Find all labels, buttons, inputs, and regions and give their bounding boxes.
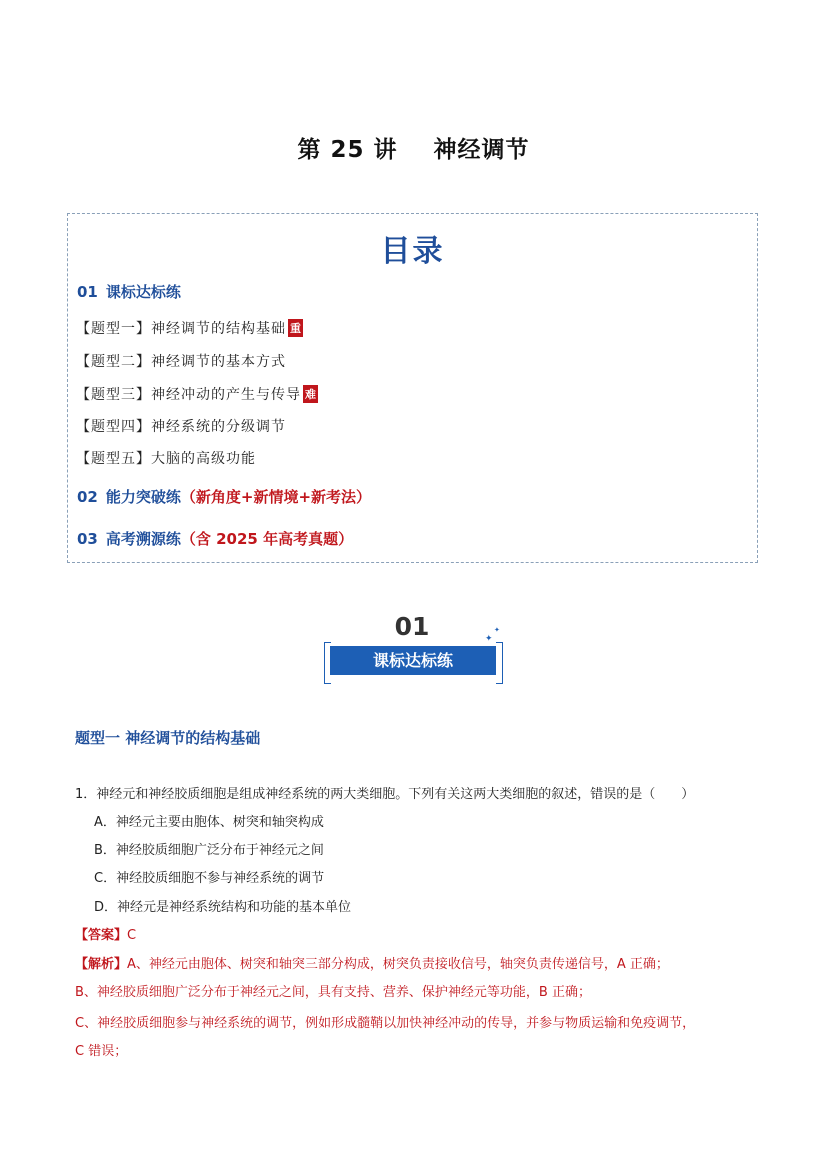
badge-number: 01	[394, 612, 430, 641]
toc-item-4[interactable]: 【题型四】神经系统的分级调节	[76, 419, 286, 435]
toc-section-03[interactable]: 03 高考溯源练（含 2025 年高考真题）	[77, 530, 354, 548]
toc-heading: 目录	[380, 234, 445, 269]
badge-frame-right	[496, 642, 503, 684]
sparkle-icon: ✦	[494, 626, 500, 634]
option-d[interactable]: D．神经元是神经系统结构和功能的基本单位	[94, 900, 352, 915]
page-title	[0, 131, 827, 164]
analysis-line-3: C、神经胶质细胞参与神经系统的调节，例如形成髓鞘以加快神经冲动的传导，并参与物质运输和免疫调节，	[75, 1016, 696, 1031]
analysis-line-4: C 错误；	[75, 1044, 128, 1059]
key-point-badge: 重	[288, 319, 303, 337]
toc-item-3[interactable]: 【题型三】神经冲动的产生与传导 难	[76, 387, 316, 403]
section-badge	[320, 612, 510, 684]
table-of-contents	[67, 213, 758, 563]
toc-item-1[interactable]: 【题型一】神经调节的结构基础 重	[76, 321, 301, 337]
answer-label: 【答案】	[75, 928, 128, 943]
analysis-line-1: 【解析】A、神经元由胞体、树突和轴突三部分构成，树突负责接收信号，轴突负责传递信号，A 正确；	[75, 957, 669, 972]
answer	[75, 924, 136, 943]
option-c[interactable]: C．神经胶质细胞不参与神经系统的调节	[94, 871, 325, 886]
difficult-badge: 难	[303, 385, 318, 403]
toc-item-5[interactable]: 【题型五】大脑的高级功能	[76, 451, 256, 467]
question-type-title: 题型一 神经调节的结构基础	[75, 729, 261, 747]
analysis-label: 【解析】	[75, 957, 128, 972]
toc-section-01[interactable]: 01 课标达标练	[77, 283, 181, 301]
sparkle-icon: ✦	[485, 634, 493, 644]
badge-label: 课标达标练	[330, 646, 496, 675]
option-a[interactable]: A．神经元主要由胞体、树突和轴突构成	[94, 815, 324, 830]
question-stem: 1．神经元和神经胶质细胞是组成神经系统的两大类细胞。下列有关这两大类细胞的叙述，错误的是（ ）	[75, 787, 695, 802]
option-b[interactable]: B．神经胶质细胞广泛分布于神经元之间	[94, 843, 324, 858]
lecture-topic: 神经调节	[433, 137, 530, 163]
toc-section-02[interactable]: 02 能力突破练（新角度+新情境+新考法）	[77, 488, 372, 506]
toc-item-2[interactable]: 【题型二】神经调节的基本方式	[76, 354, 286, 370]
lecture-number: 第 25 讲	[297, 137, 398, 163]
answer-value: C	[127, 928, 137, 943]
analysis-line-2: B、神经胶质细胞广泛分布于神经元之间，具有支持、营养、保护神经元等功能，B 正确；	[75, 985, 591, 1000]
